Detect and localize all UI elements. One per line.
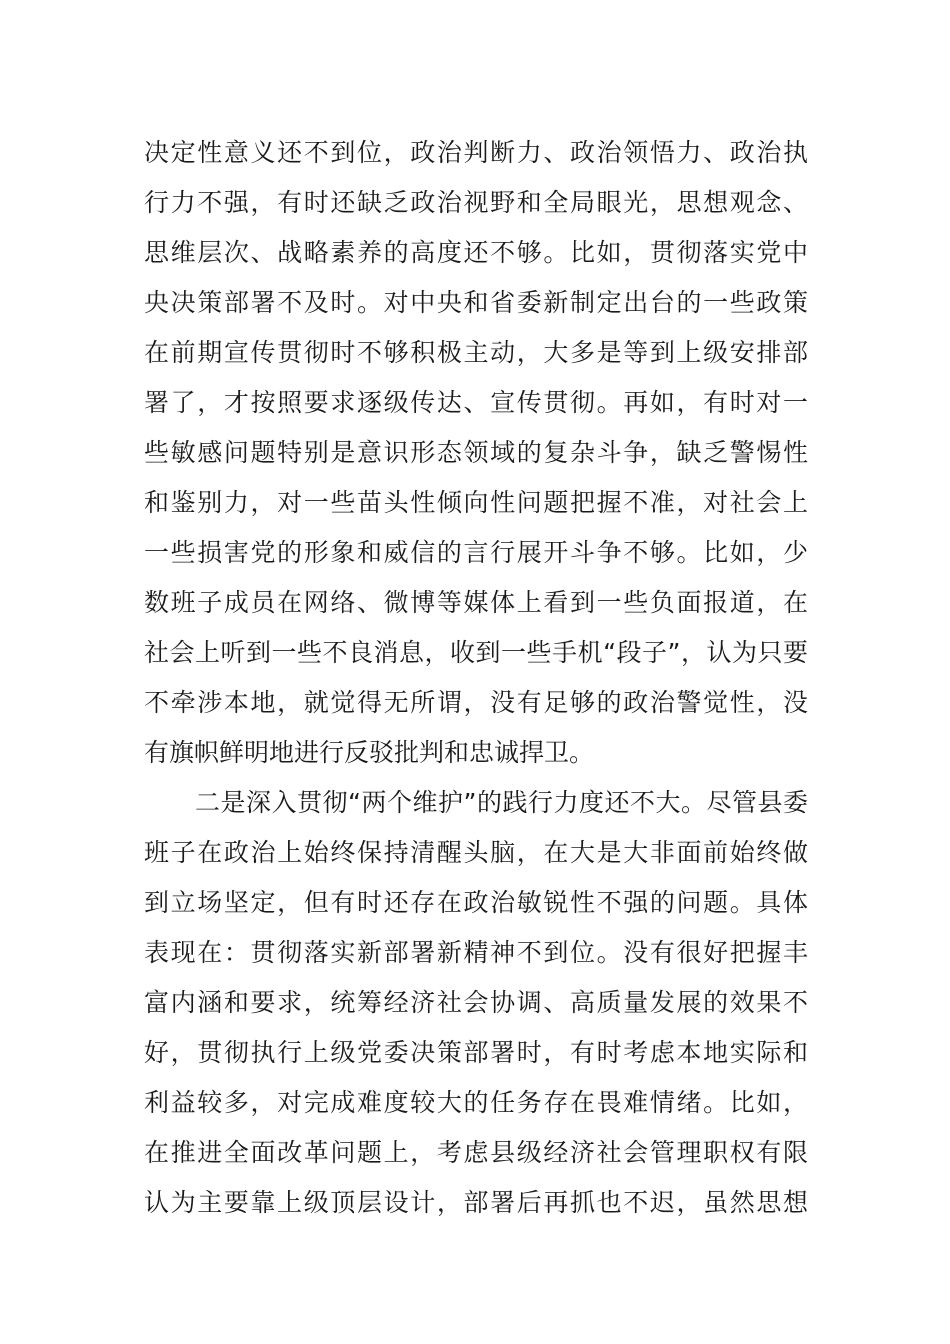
text-line: 一些损害党的形象和威信的言行展开斗争不够。比如，少 bbox=[144, 538, 808, 567]
text-line: 社会上听到一些不良消息，收到一些手机“段子”，认为只要 bbox=[144, 638, 808, 667]
body-text bbox=[144, 128, 808, 1228]
text-line: 行力不强，有时还缺乏政治视野和全局眼光，思想观念、 bbox=[144, 188, 808, 217]
paragraph-end-line: 有旗帜鲜明地进行反驳批判和忠诚捍卫。 bbox=[144, 738, 595, 767]
text-line: 在推进全面改革问题上，考虑县级经济社会管理职权有限 bbox=[144, 1138, 808, 1167]
text-line: 些敏感问题特别是意识形态领域的复杂斗争，缺乏警惕性 bbox=[144, 438, 808, 467]
text-line: 署了，才按照要求逐级传达、宣传贯彻。再如，有时对一 bbox=[144, 388, 808, 417]
text-line: 央决策部署不及时。对中央和省委新制定出台的一些政策 bbox=[144, 288, 808, 317]
text-line: 在前期宣传贯彻时不够积极主动，大多是等到上级安排部 bbox=[144, 338, 808, 367]
text-line: 班子在政治上始终保持清醒头脑，在大是大非面前始终做 bbox=[144, 838, 808, 867]
text-line: 不牵涉本地，就觉得无所谓，没有足够的政治警觉性，没 bbox=[144, 688, 808, 717]
text-line: 和鉴别力，对一些苗头性倾向性问题把握不准，对社会上 bbox=[144, 488, 808, 517]
text-line: 到立场坚定，但有时还存在政治敏锐性不强的问题。具体 bbox=[144, 888, 808, 917]
text-line: 富内涵和要求，统筹经济社会协调、高质量发展的效果不 bbox=[144, 988, 808, 1017]
paragraph-start-line: 二是深入贯彻“两个维护”的践行力度还不大。尽管县委 bbox=[144, 788, 808, 817]
text-line: 决定性意义还不到位，政治判断力、政治领悟力、政治执 bbox=[144, 138, 808, 167]
text-line: 数班子成员在网络、微博等媒体上看到一些负面报道，在 bbox=[144, 588, 808, 617]
text-line: 利益较多，对完成难度较大的任务存在畏难情绪。比如， bbox=[144, 1088, 808, 1117]
text-line: 好，贯彻执行上级党委决策部署时，有时考虑本地实际和 bbox=[144, 1038, 808, 1067]
text-line: 思维层次、战略素养的高度还不够。比如，贯彻落实党中 bbox=[144, 238, 808, 267]
text-line: 认为主要靠上级顶层设计，部署后再抓也不迟，虽然思想 bbox=[144, 1188, 808, 1217]
text-line: 表现在：贯彻落实新部署新精神不到位。没有很好把握丰 bbox=[144, 938, 808, 967]
